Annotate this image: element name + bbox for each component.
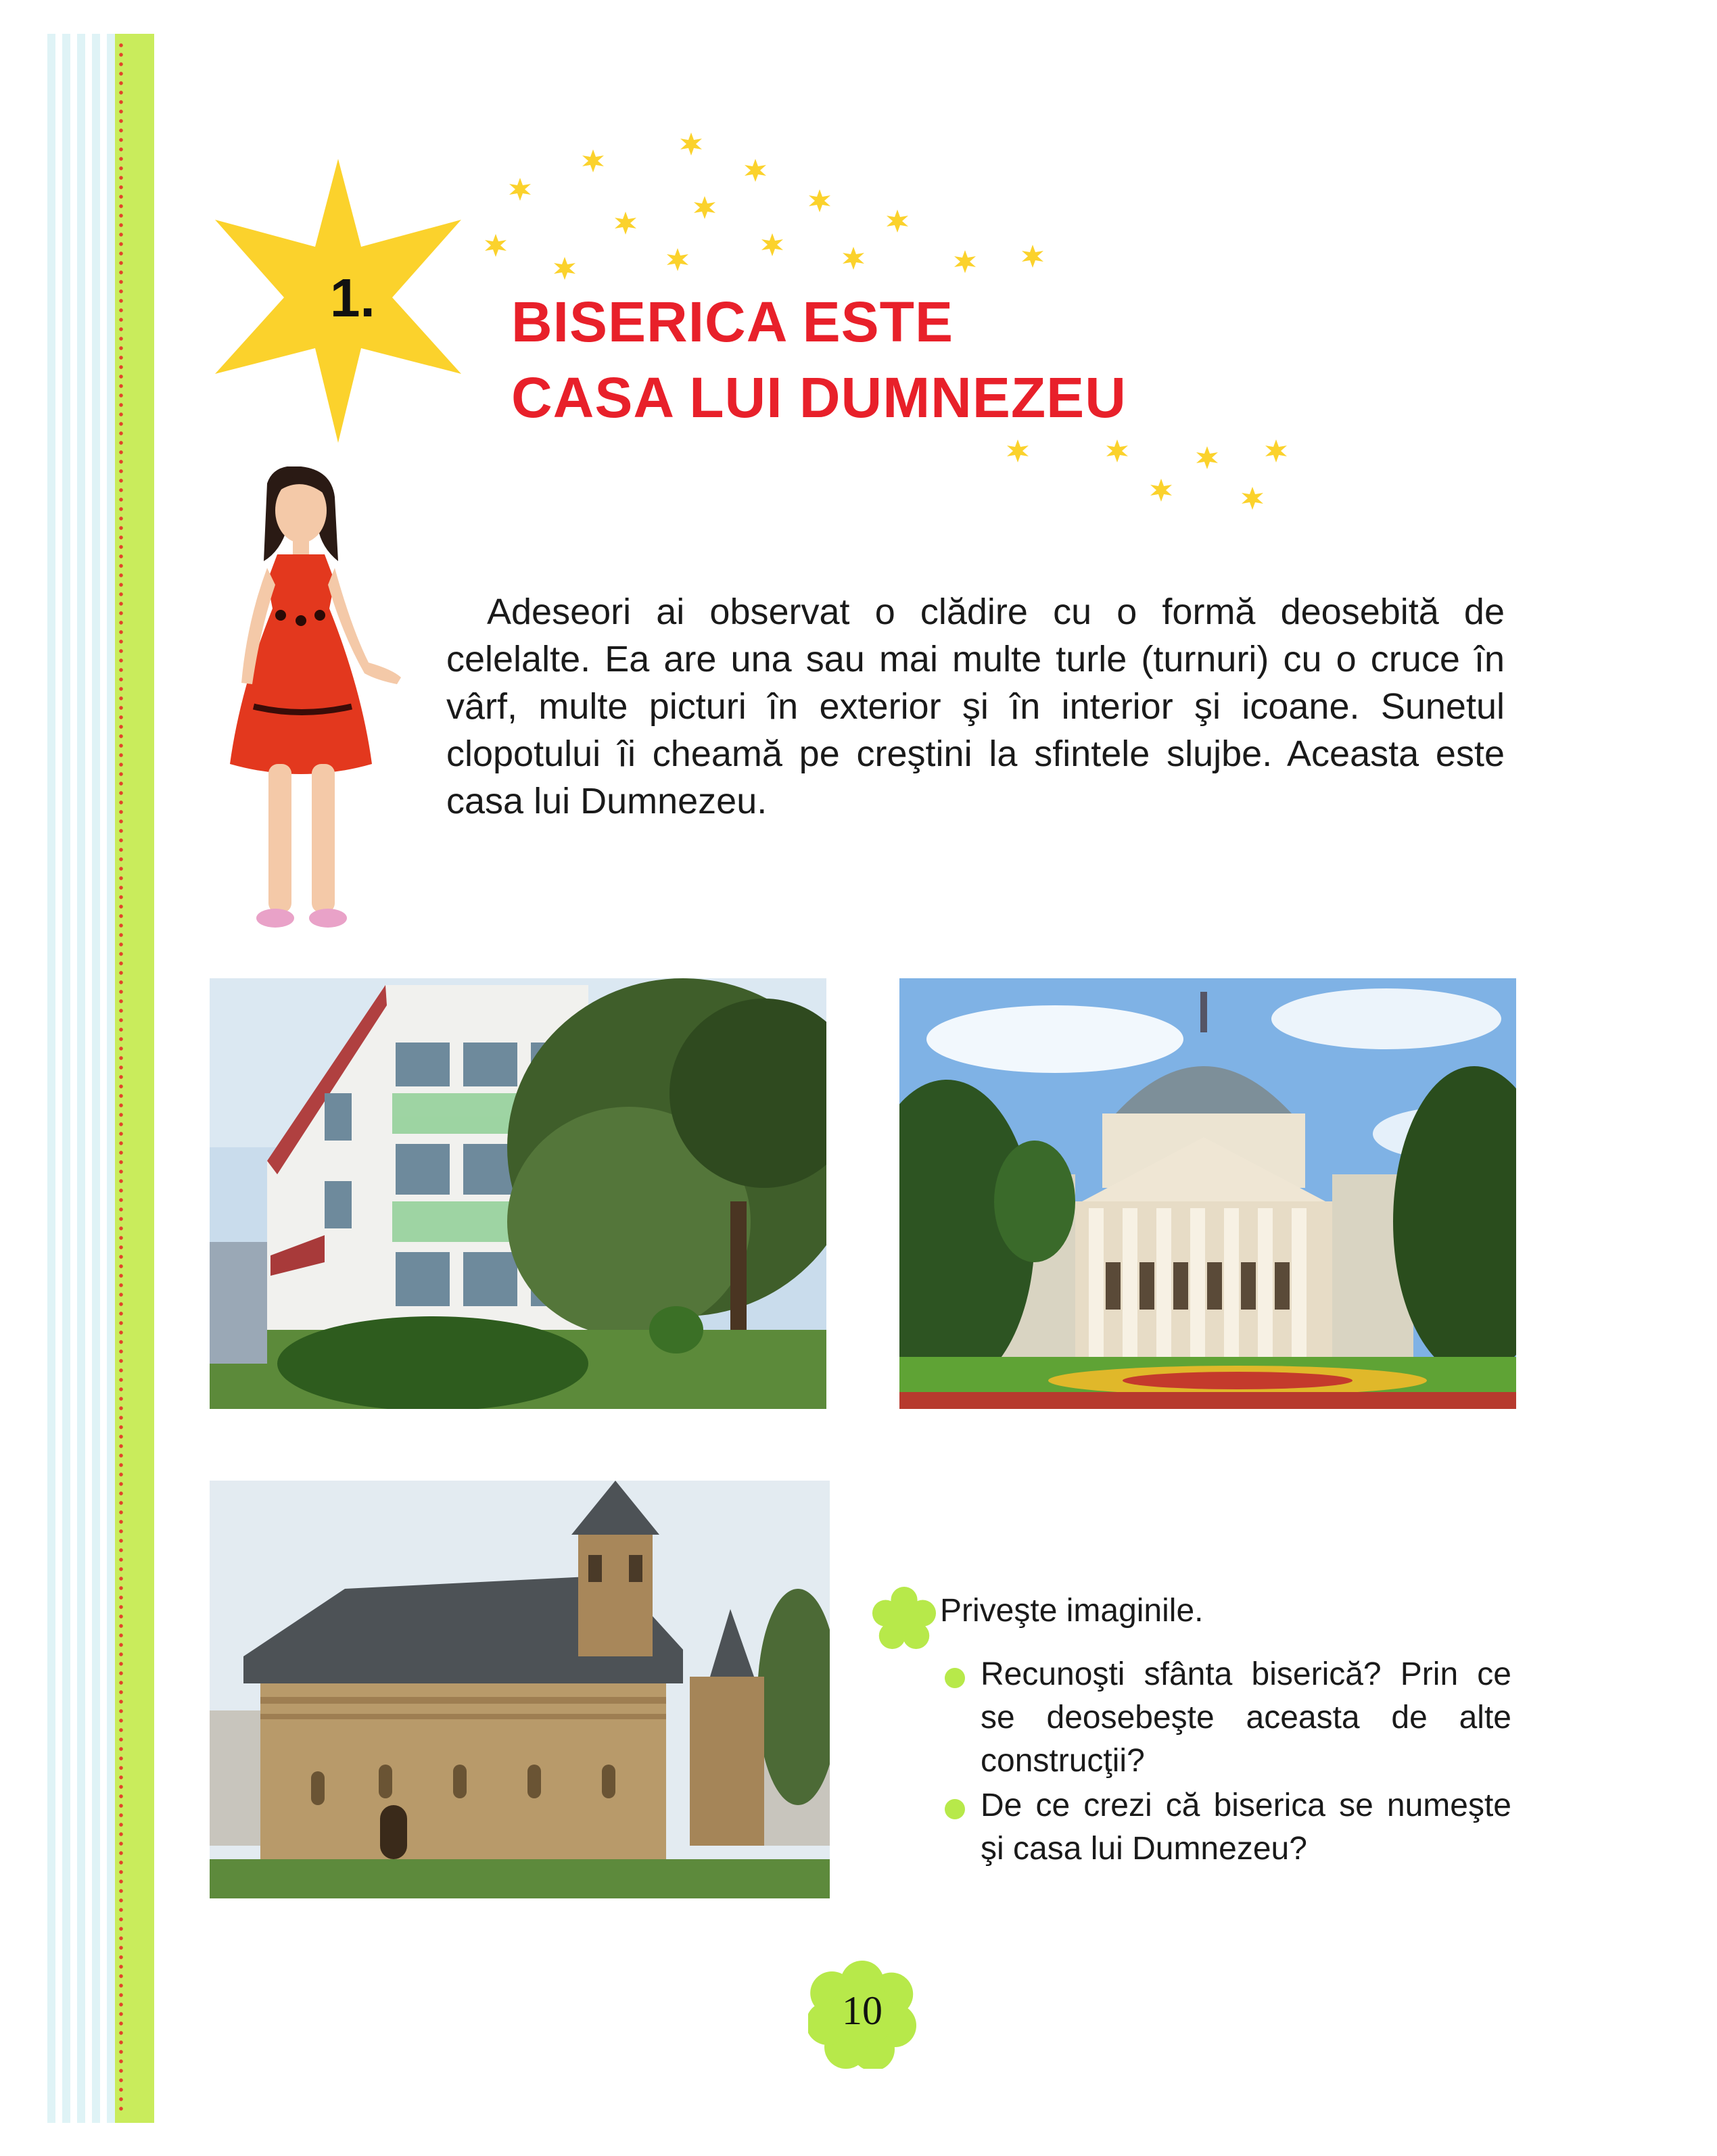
page-number: 10: [842, 1988, 883, 2033]
small-star-icon: [509, 178, 532, 201]
small-star-icon: [1265, 439, 1288, 462]
list-item: [943, 1784, 1511, 1871]
small-star-icon: [1006, 439, 1029, 462]
lesson-number: 1.: [330, 268, 375, 328]
page-title: [511, 284, 1127, 435]
photo-school-building: [210, 978, 826, 1409]
photo-athenaeum: [899, 978, 1516, 1409]
question-text: Recunoşti sfânta biserică? Prin ce se deosebeşte aceasta de alte construcţii?: [981, 1656, 1511, 1779]
border-stripes: [41, 34, 115, 2123]
flower-bullet-icon: [871, 1585, 937, 1652]
list-item: [943, 1653, 1511, 1783]
small-star-icon: [886, 210, 909, 233]
small-star-icon: [1150, 479, 1173, 502]
green-dot-icon: [945, 1668, 965, 1688]
intro-paragraph: Adeseori ai observat o clădire cu o formă deosebită de celelalte. Ea are una sau mai multe turle (turnuri) cu o cruce în vârf, multe picturi în exterior şi în interior şi icoane. Sunetul clopotului îi cheamă pe creştini la sfintele slujbe. Aceasta este casa lui Dumnezeu.: [446, 592, 1505, 821]
small-star-icon: [744, 159, 767, 182]
small-star-icon: [614, 212, 637, 235]
small-star-icon: [1241, 487, 1264, 510]
small-star-icon: [693, 196, 716, 219]
small-star-icon: [1106, 439, 1129, 462]
title-line-2: CASA LUI DUMNEZEU: [511, 366, 1127, 429]
small-star-icon: [761, 233, 784, 256]
small-star-icon: [582, 149, 605, 172]
small-star-icon: [484, 234, 507, 257]
girl-illustration: [199, 466, 409, 940]
title-line-1: BISERICA ESTE: [511, 290, 954, 354]
small-star-icon: [1021, 245, 1044, 268]
border-dotted-line: [119, 41, 123, 2116]
border-scallop: [142, 34, 169, 2123]
photo-monastery-church: [210, 1481, 830, 1898]
small-star-icon: [680, 133, 703, 155]
question-text: De ce crezi că biserica se numeşte şi casa lui Dumnezeu?: [981, 1788, 1511, 1867]
task-instruction: Priveşte imaginile.: [940, 1593, 1204, 1629]
page-border-decoration: [0, 0, 162, 2156]
small-star-icon: [842, 247, 865, 270]
small-star-icon: [666, 248, 689, 271]
small-star-icon: [553, 257, 576, 280]
small-star-icon: [1196, 446, 1219, 469]
question-list: [943, 1653, 1511, 1872]
small-star-icon: [808, 189, 831, 212]
small-star-icon: [954, 250, 977, 273]
green-dot-icon: [945, 1799, 965, 1819]
